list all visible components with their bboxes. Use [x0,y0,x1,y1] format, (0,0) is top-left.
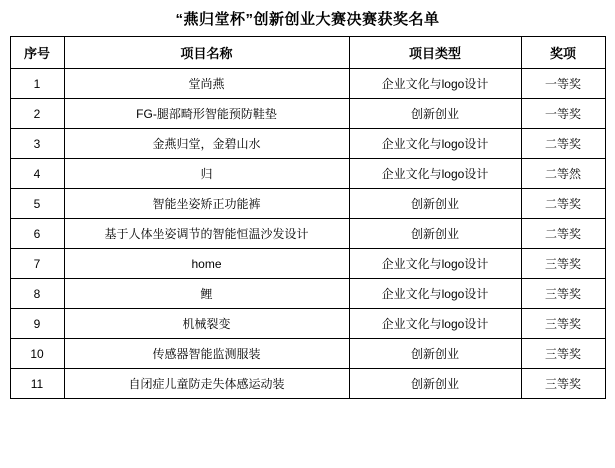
cell-name: 堂尚燕 [64,69,349,99]
cell-award: 三等奖 [521,339,605,369]
cell-award: 三等奖 [521,369,605,399]
cell-type: 创新创业 [349,189,521,219]
cell-name: 归 [64,159,349,189]
cell-no: 7 [10,249,64,279]
cell-award: 一等奖 [521,69,605,99]
cell-type: 企业文化与logo设计 [349,249,521,279]
cell-no: 4 [10,159,64,189]
cell-no: 1 [10,69,64,99]
table-header-row [10,37,605,69]
cell-type: 企业文化与logo设计 [349,159,521,189]
table-row [10,249,605,279]
table-row [10,159,605,189]
table-row [10,339,605,369]
table-row [10,309,605,339]
cell-name: 传感器智能监测服装 [64,339,349,369]
cell-type: 创新创业 [349,219,521,249]
table-row [10,279,605,309]
cell-type: 企业文化与logo设计 [349,279,521,309]
cell-name: 自闭症儿童防走失体感运动装 [64,369,349,399]
cell-type: 企业文化与logo设计 [349,129,521,159]
cell-award: 二等奖 [521,189,605,219]
cell-no: 5 [10,189,64,219]
cell-award: 三等奖 [521,279,605,309]
column-header-name: 项目名称 [64,37,349,69]
cell-name: 金燕归堂，金碧山水 [64,129,349,159]
table-row [10,189,605,219]
cell-name: 基于人体坐姿调节的智能恒温沙发设计 [64,219,349,249]
cell-no: 2 [10,99,64,129]
cell-no: 6 [10,219,64,249]
page-title: “燕归堂杯”创新创业大赛决赛获奖名单 [175,11,440,28]
table-header [10,37,605,69]
column-header-no: 序号 [10,37,64,69]
cell-award: 三等奖 [521,309,605,339]
cell-no: 8 [10,279,64,309]
cell-no: 3 [10,129,64,159]
column-header-type: 项目类型 [349,37,521,69]
cell-name: home [64,249,349,279]
cell-type: 企业文化与logo设计 [349,309,521,339]
cell-award: 三等奖 [521,249,605,279]
cell-type: 创新创业 [349,339,521,369]
cell-award: 一等奖 [521,99,605,129]
table-row [10,69,605,99]
cell-award: 二等然 [521,159,605,189]
cell-name: 智能坐姿矫正功能裤 [64,189,349,219]
column-header-award: 奖项 [521,37,605,69]
cell-type: 创新创业 [349,99,521,129]
table-row [10,369,605,399]
cell-name: 鲤 [64,279,349,309]
cell-name: FG-腿部畸形智能预防鞋垫 [64,99,349,129]
table-row [10,99,605,129]
cell-no: 11 [10,369,64,399]
award-list-table [10,36,606,399]
table-row [10,129,605,159]
cell-type: 创新创业 [349,369,521,399]
table-body [10,69,605,399]
cell-no: 10 [10,339,64,369]
cell-no: 9 [10,309,64,339]
cell-name: 机械裂变 [64,309,349,339]
cell-award: 二等奖 [521,219,605,249]
table-row [10,219,605,249]
cell-type: 企业文化与logo设计 [349,69,521,99]
cell-award: 二等奖 [521,129,605,159]
